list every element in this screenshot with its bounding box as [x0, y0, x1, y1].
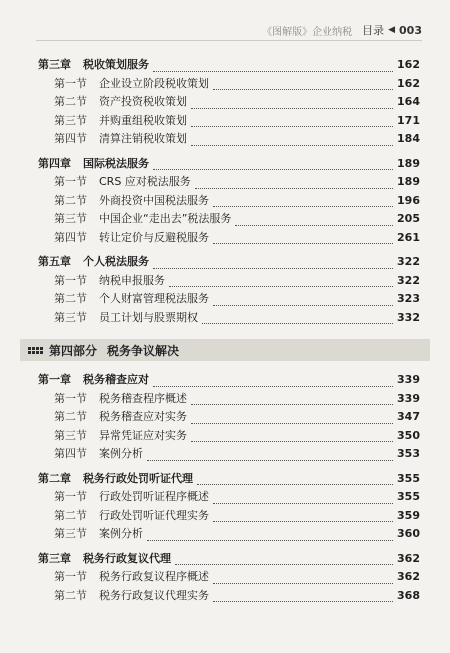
- section-number: 第一节: [54, 570, 87, 583]
- dot-leader: [213, 206, 393, 207]
- section-number: 第一节: [54, 391, 87, 405]
- section-title: 清算注销税收策划: [99, 132, 187, 145]
- section-number: 第一节: [54, 175, 87, 188]
- toc-section-entry[interactable]: [38, 290, 420, 309]
- section-title: 资产投资税收策划: [99, 95, 187, 108]
- page-ref: 332: [397, 310, 420, 324]
- section-title: 异常凭证应对实务: [99, 428, 187, 442]
- section-title: 案例分析: [99, 447, 143, 460]
- section-number: 第三节: [54, 310, 87, 324]
- page-ref: 189: [397, 156, 420, 170]
- dot-leader: [213, 243, 393, 244]
- toc-section-entry[interactable]: [38, 390, 420, 409]
- dot-leader: [213, 503, 393, 504]
- chapter-title: 税务稽查应对: [83, 373, 149, 386]
- page-ref: 362: [397, 570, 420, 583]
- toc-section-entry[interactable]: [38, 272, 420, 291]
- dot-leader: [175, 564, 393, 565]
- page-ref: 261: [397, 230, 420, 244]
- page-ref: 347: [397, 410, 420, 423]
- section-number: 第四节: [54, 447, 87, 460]
- header-divider: [36, 40, 422, 41]
- table-of-contents: [38, 56, 420, 605]
- section-title: 并购重组税收策划: [99, 113, 187, 127]
- section-number: 第二节: [54, 95, 87, 108]
- toc-section-entry[interactable]: [38, 112, 420, 131]
- page-ref: 322: [397, 273, 420, 287]
- toc-chapter-entry[interactable]: [38, 371, 420, 390]
- section-number: 第一节: [54, 273, 87, 287]
- section-number: 第二节: [54, 193, 87, 207]
- dot-leader: [213, 89, 393, 90]
- dot-leader: [195, 188, 393, 189]
- page-ref: 171: [397, 113, 420, 127]
- chapter-title: 税务行政复议代理: [83, 551, 171, 565]
- section-title: 外商投资中国税法服务: [99, 193, 209, 207]
- page-ref: 353: [397, 447, 420, 460]
- toc-section-entry[interactable]: [38, 192, 420, 211]
- toc-chapter-entry[interactable]: [38, 550, 420, 569]
- toc-section-entry[interactable]: [38, 587, 420, 606]
- section-number: 第二节: [54, 292, 87, 305]
- dot-leader: [153, 71, 393, 72]
- page-ref: 162: [397, 58, 420, 71]
- page-ref: 360: [397, 527, 420, 540]
- page-ref: 189: [397, 175, 420, 188]
- dot-leader: [191, 108, 393, 109]
- dot-leader: [169, 286, 393, 287]
- page-number: 003: [399, 23, 422, 37]
- section-title: 税务稽查应对实务: [99, 410, 187, 423]
- toc-section-entry[interactable]: [38, 210, 420, 229]
- page-ref: 355: [397, 471, 420, 485]
- part-number: 第四部分: [49, 343, 98, 358]
- triangle-left-icon: ◀: [388, 25, 396, 35]
- section-title: CRS 应对税法服务: [99, 175, 191, 188]
- section-number: 第二节: [54, 588, 87, 602]
- section-title: 中国企业“走出去”税法服务: [99, 212, 232, 225]
- chapter-title: 国际税法服务: [83, 156, 149, 170]
- toc-section-entry[interactable]: [38, 525, 420, 544]
- dot-leader: [147, 540, 393, 541]
- page-ref: 322: [397, 255, 420, 268]
- dot-leader: [202, 323, 393, 324]
- chapter-title: 税务行政处罚听证代理: [83, 471, 193, 485]
- dot-leader: [191, 145, 393, 146]
- page-ref: 350: [397, 428, 420, 442]
- section-number: 第二节: [54, 508, 87, 522]
- toc-section-entry[interactable]: [38, 488, 420, 507]
- toc-section-entry[interactable]: [38, 75, 420, 94]
- page-ref: 196: [397, 193, 420, 207]
- section-number: 第四节: [54, 230, 87, 244]
- toc-section-entry[interactable]: [38, 427, 420, 446]
- toc-section-entry[interactable]: [38, 507, 420, 526]
- section-title: 税务行政复议程序概述: [99, 570, 209, 583]
- toc-section-entry[interactable]: [38, 309, 420, 328]
- toc-chapter-entry[interactable]: [38, 56, 420, 75]
- part-title: 税务争议解决: [107, 343, 180, 358]
- section-number: 第三节: [54, 527, 87, 540]
- page-ref: 164: [397, 95, 420, 108]
- page-ref: 355: [397, 490, 420, 503]
- toc-section-entry[interactable]: [38, 173, 420, 192]
- toc-chapter-entry[interactable]: [38, 470, 420, 489]
- page-ref: 323: [397, 292, 420, 305]
- section-title: 企业设立阶段税收策划: [99, 76, 209, 90]
- dot-leader: [213, 305, 393, 306]
- dot-leader: [191, 126, 393, 127]
- dot-leader: [235, 225, 393, 226]
- page-ref: 368: [397, 588, 420, 602]
- grid-dots-icon: [28, 347, 43, 354]
- chapter-number: 第三章: [38, 58, 71, 71]
- section-title: 员工计划与股票期权: [99, 310, 198, 324]
- section-title: 税务稽查程序概述: [99, 391, 187, 405]
- section-number: 第三节: [54, 113, 87, 127]
- part-heading: [20, 339, 430, 361]
- toc-section-entry[interactable]: [38, 445, 420, 464]
- section-title: 纳税申报服务: [99, 273, 165, 287]
- dot-leader: [213, 583, 393, 584]
- page-ref: 339: [397, 373, 420, 386]
- page-ref: 184: [397, 132, 420, 145]
- toc-section-entry[interactable]: [38, 568, 420, 587]
- section-title: 行政处罚听证代理实务: [99, 508, 209, 522]
- dot-leader: [191, 423, 393, 424]
- toc-section-entry[interactable]: [38, 408, 420, 427]
- dot-leader: [153, 169, 393, 170]
- section-title: 个人财富管理税法服务: [99, 292, 209, 305]
- dot-leader: [213, 521, 393, 522]
- toc-section-entry[interactable]: [38, 93, 420, 112]
- page-ref: 359: [397, 508, 420, 522]
- section-number: 第三节: [54, 428, 87, 442]
- dot-leader: [213, 601, 393, 602]
- section-title: 案例分析: [99, 527, 143, 540]
- toc-chapter-entry[interactable]: [38, 253, 420, 272]
- section-title: 税务行政复议代理实务: [99, 588, 209, 602]
- section-number: 第二节: [54, 410, 87, 423]
- section-label: 目录: [362, 24, 385, 37]
- section-number: 第一节: [54, 490, 87, 503]
- section-title: 行政处罚听证程序概述: [99, 490, 209, 503]
- dot-leader: [153, 386, 393, 387]
- section-number: 第四节: [54, 132, 87, 145]
- page-ref: 339: [397, 391, 420, 405]
- book-title: 《图解版》企业纳税: [262, 26, 353, 38]
- dot-leader: [197, 484, 393, 485]
- page-ref: 162: [397, 76, 420, 90]
- chapter-number: 第二章: [38, 471, 71, 485]
- toc-chapter-entry[interactable]: [38, 155, 420, 174]
- dot-leader: [191, 441, 393, 442]
- chapter-number: 第五章: [38, 255, 71, 268]
- toc-section-entry[interactable]: [38, 130, 420, 149]
- chapter-title: 个人税法服务: [83, 255, 149, 268]
- dot-leader: [147, 460, 393, 461]
- dot-leader: [191, 404, 393, 405]
- dot-leader: [153, 268, 393, 269]
- chapter-number: 第一章: [38, 373, 71, 386]
- page-ref: 362: [397, 551, 420, 565]
- toc-section-entry[interactable]: [38, 229, 420, 248]
- chapter-number: 第三章: [38, 551, 71, 565]
- section-number: 第三节: [54, 212, 87, 225]
- running-header: [262, 22, 422, 38]
- chapter-title: 税收策划服务: [83, 58, 149, 71]
- section-title: 转让定价与反避税服务: [99, 230, 209, 244]
- section-number: 第一节: [54, 76, 87, 90]
- page-ref: 205: [397, 212, 420, 225]
- chapter-number: 第四章: [38, 156, 71, 170]
